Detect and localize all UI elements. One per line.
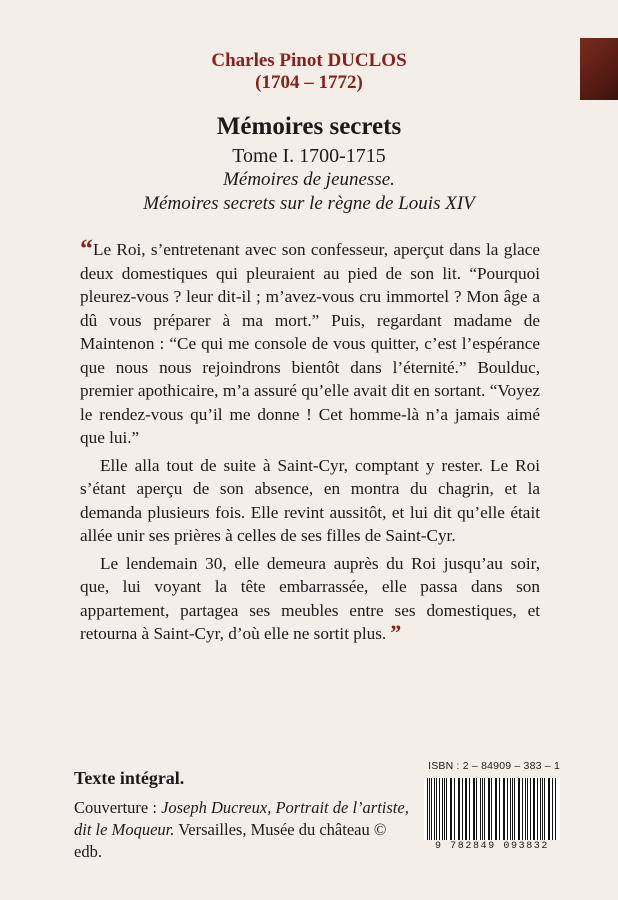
- barcode-bar: [525, 778, 526, 840]
- barcode-bar: [476, 778, 477, 840]
- barcode-bar: [439, 778, 440, 840]
- barcode-bar: [446, 778, 447, 840]
- excerpt-paragraph-3: [80, 552, 540, 646]
- barcode-bar: [518, 778, 519, 840]
- credit-location: Versailles, Musée du château © edb.: [74, 820, 387, 861]
- author-dates: (1704 – 1772): [255, 72, 363, 93]
- barcode-bars: [424, 778, 560, 840]
- subtitle-louis-xiv: Mémoires secrets sur le règne de Louis XIV: [143, 193, 475, 214]
- close-quote-mark: ”: [390, 620, 402, 645]
- barcode-bar: [537, 778, 538, 840]
- barcode-bar: [527, 778, 528, 840]
- barcode-bar: [549, 778, 550, 840]
- excerpt-paragraph-1: [80, 234, 540, 450]
- credit-artwork: Joseph Ducreux, Portrait de l’artiste, dit le Moqueur.: [74, 798, 409, 839]
- barcode-bar: [459, 778, 460, 840]
- excerpt-text-3: Le lendemain 30, elle demeura auprès du Roi jusqu’au soir, que, lui voyant la tête embarrassée, elle passa dans son appartement, partagea ses meubles entre ses domestiques, et retourna à Saint-Cyr, d’où elle ne sortit plus.: [80, 553, 540, 643]
- author-name: Charles Pinot DUCLOS: [211, 50, 407, 71]
- barcode-block: [424, 760, 560, 852]
- credit-prefix: Couverture :: [74, 798, 162, 817]
- excerpt-text-1: Le Roi, s’entretenant avec son confesseur, aperçut dans la glace deux domestiques qui pleuraient au pied de son lit. “Pourquoi pleurez-vous ? leur dit-il ; m’avez-vous cru immortel ? Mon âge a dû vous préparer à ma mort.” Puis, regardant madame de Maintenon : “Ce qui me console de vous quitter, c’est l’espérance que nous nous rejoindrons bientôt dans l’éternité.” Boulduc, premier apothicaire, m’a assuré qu’elle avait dit en sortant. “Voyez le rendez-vous qu’il me donne ! Cet homme-là n’a jamais aimé que lui.”: [80, 240, 540, 447]
- barcode-bar: [484, 778, 485, 840]
- book-title: Mémoires secrets: [216, 113, 402, 140]
- barcode-bar: [469, 778, 470, 840]
- tome-line: Tome I. 1700-1715: [232, 145, 386, 167]
- barcode-bar: [436, 778, 437, 840]
- author-block: [0, 50, 618, 94]
- barcode-bar: [496, 778, 497, 840]
- barcode-bar: [427, 778, 428, 840]
- barcode-bar: [454, 778, 455, 840]
- open-quote-mark: “: [80, 234, 93, 263]
- title-block: [0, 112, 618, 216]
- barcode-bar: [466, 778, 467, 840]
- barcode-bar: [504, 778, 505, 840]
- texte-integral-label: Texte intégral.: [74, 768, 185, 788]
- excerpt: [80, 234, 540, 646]
- isbn-text: ISBN : 2 – 84909 – 383 – 1: [428, 760, 560, 772]
- subtitle-jeunesse: Mémoires de jeunesse.: [223, 169, 395, 190]
- barcode-bar: [510, 778, 511, 840]
- barcode-bar: [491, 778, 492, 840]
- cover-credit: [74, 797, 414, 863]
- barcode-digits: 9 782849 093832: [434, 841, 549, 852]
- excerpt-paragraph-2: Elle alla tout de suite à Saint-Cyr, comptant y rester. Le Roi s’étant aperçu de son absence, en montra du chagrin, et la demanda plusieurs fois. Elle revint aussitôt, et lui dit qu’elle était allée unir ses prières à celles de ses filles de Saint-Cyr.: [80, 455, 540, 545]
- barcode-bar: [544, 778, 545, 840]
